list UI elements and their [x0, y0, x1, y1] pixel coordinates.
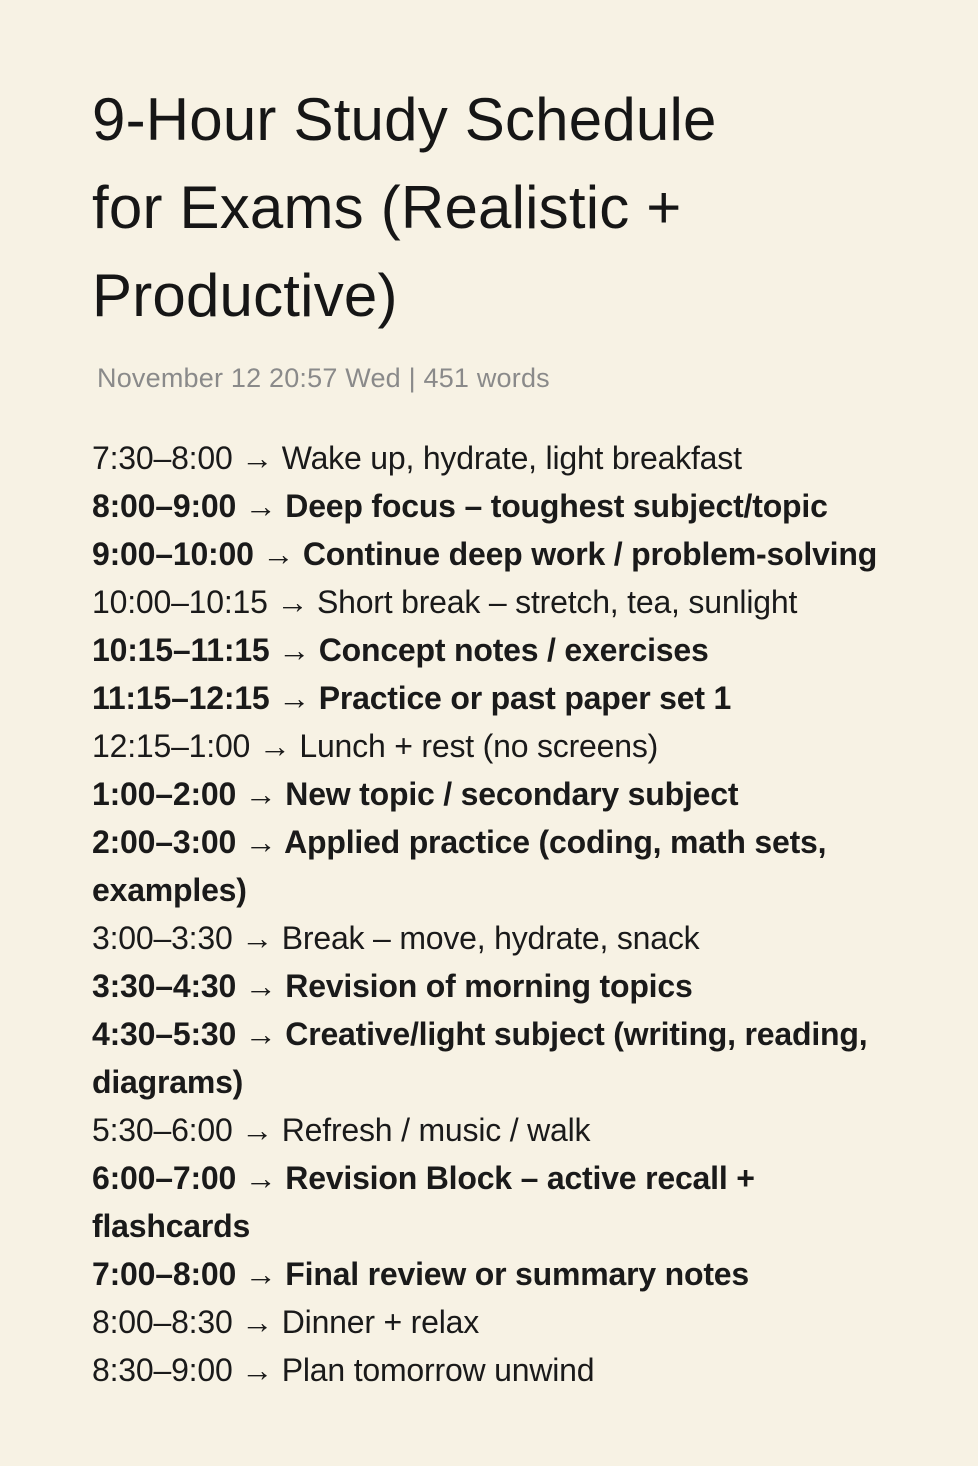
- schedule-activity: Applied practice (coding, math sets, examples): [92, 824, 827, 908]
- schedule-time: 9:00–10:00: [92, 536, 254, 572]
- schedule-activity: Revision Block – active recall + flashcards: [92, 1160, 755, 1244]
- arrow-glyph: →: [232, 1304, 282, 1340]
- schedule-time: 4:30–5:30: [92, 1016, 237, 1052]
- schedule-line: [92, 962, 918, 1010]
- schedule-activity: Refresh / music / walk: [281, 1112, 591, 1148]
- schedule-time: 8:30–9:00: [92, 1352, 233, 1388]
- arrow-glyph: →: [250, 728, 300, 764]
- arrow-glyph: →: [236, 1256, 286, 1292]
- schedule-line: [92, 674, 918, 722]
- schedule-line: [92, 1298, 918, 1346]
- note-meta: November 12 20:57 Wed | 451 words: [97, 363, 550, 393]
- arrow-glyph: →: [232, 1112, 282, 1148]
- schedule-line: [92, 434, 918, 482]
- schedule-time: 5:30–6:00: [92, 1112, 233, 1148]
- schedule-time: 8:00–8:30: [92, 1304, 233, 1340]
- schedule-line: [92, 1250, 918, 1298]
- schedule-activity: Lunch + rest (no screens): [299, 728, 659, 764]
- schedule-activity: Dinner + relax: [281, 1304, 480, 1340]
- schedule-time: 1:00–2:00: [92, 776, 237, 812]
- schedule-activity: Creative/light subject (writing, reading, diagrams): [92, 1016, 868, 1100]
- schedule-line: [92, 722, 918, 770]
- schedule-time: 12:15–1:00: [92, 728, 251, 764]
- schedule-activity: Short break – stretch, tea, sunlight: [316, 584, 798, 620]
- schedule-time: 2:00–3:00: [92, 824, 237, 860]
- schedule-line: [92, 626, 918, 674]
- schedule-time: 10:00–10:15: [92, 584, 268, 620]
- schedule-line: [92, 1106, 918, 1154]
- schedule-activity: Concept notes / exercises: [318, 632, 709, 668]
- schedule-line: [92, 914, 918, 962]
- schedule-activity: Deep focus – toughest subject/topic: [285, 488, 828, 524]
- schedule-time: 7:30–8:00: [92, 440, 233, 476]
- schedule-time: 10:15–11:15: [92, 632, 270, 668]
- arrow-glyph: →: [232, 1352, 282, 1388]
- schedule-time: 7:00–8:00: [92, 1256, 237, 1292]
- schedule-line: [92, 578, 918, 626]
- schedule-line: [92, 770, 918, 818]
- arrow-glyph: →: [269, 680, 319, 716]
- arrow-glyph: →: [253, 536, 303, 572]
- schedule-time: 11:15–12:15: [92, 680, 270, 716]
- schedule-activity: Continue deep work / problem-solving: [302, 536, 878, 572]
- schedule-line: [92, 530, 918, 578]
- schedule-activity: Final review or summary notes: [285, 1256, 749, 1292]
- arrow-glyph: →: [236, 824, 285, 860]
- schedule-line: [92, 1010, 918, 1106]
- schedule-time: 6:00–7:00: [92, 1160, 237, 1196]
- schedule-activity: Wake up, hydrate, light breakfast: [281, 440, 742, 476]
- arrow-glyph: →: [236, 1160, 286, 1196]
- note-title: 9-Hour Study Schedule for Exams (Realistic + Productive): [92, 86, 717, 329]
- schedule-list: [92, 434, 918, 1394]
- schedule-activity: Break – move, hydrate, snack: [281, 920, 700, 956]
- schedule-line: [92, 482, 918, 530]
- schedule-activity: Plan tomorrow unwind: [281, 1352, 595, 1388]
- arrow-glyph: →: [236, 968, 286, 1004]
- schedule-activity: Revision of morning topics: [285, 968, 693, 1004]
- arrow-glyph: →: [236, 1016, 286, 1052]
- schedule-activity: New topic / secondary subject: [285, 776, 739, 812]
- arrow-glyph: →: [236, 776, 286, 812]
- schedule-activity: Practice or past paper set 1: [318, 680, 732, 716]
- schedule-line: [92, 1346, 918, 1394]
- schedule-time: 3:00–3:30: [92, 920, 233, 956]
- schedule-line: [92, 818, 918, 914]
- arrow-glyph: →: [267, 584, 317, 620]
- schedule-time: 3:30–4:30: [92, 968, 237, 1004]
- arrow-glyph: →: [232, 920, 282, 956]
- schedule-line: [92, 1154, 918, 1250]
- schedule-time: 8:00–9:00: [92, 488, 237, 524]
- arrow-glyph: →: [232, 440, 282, 476]
- arrow-glyph: →: [269, 632, 319, 668]
- arrow-glyph: →: [236, 488, 286, 524]
